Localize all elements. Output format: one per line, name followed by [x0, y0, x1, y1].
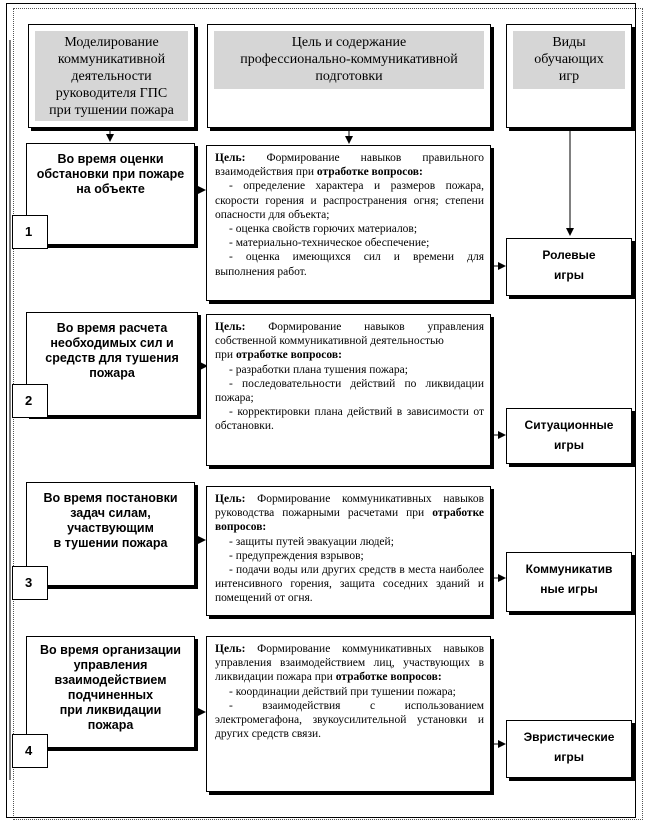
row-number-3: 3 — [12, 566, 48, 600]
goal-item: - координации действий при тушении пожара; — [229, 685, 456, 698]
situation-line: Во время оценки — [57, 152, 164, 166]
game-line: Ролевые — [542, 248, 596, 262]
header-col2-box — [207, 24, 491, 128]
goal-item: - оценка имеющихся сил и времени для выполнения работ. — [215, 251, 484, 278]
game-line: ные игры — [540, 582, 598, 596]
game-line: Ситуационные — [524, 418, 614, 432]
situation-box-2 — [26, 312, 198, 416]
goal-keyword: отработке вопросов: — [235, 349, 342, 362]
goal-text: Формирование навыков управления собственной коммуникативной деятельностью — [215, 321, 485, 348]
goal-box-1 — [206, 145, 491, 301]
goal-text: Формирование коммуникативных навыков руководства пожарными расчетами при — [215, 493, 484, 520]
goal-item: - оценка свойств горючих материалов; — [229, 223, 418, 236]
situation-line: на объекте — [76, 182, 145, 196]
goal-box-2 — [206, 314, 491, 466]
situation-line: Во время расчета — [56, 321, 168, 335]
goal-item: - материально-техническое обеспечение; — [229, 237, 430, 250]
goal-keyword: отработке вопросов: — [335, 671, 442, 684]
goal-item: - разработки плана тушения пожара; — [229, 363, 408, 376]
game-line: Эвристические — [523, 730, 615, 744]
situation-line: средств для тушения — [45, 351, 179, 365]
header-col1 — [35, 31, 188, 121]
goal-item: - взаимодействия с использованием электромегафона, звукоусилительной установки и других средств связи. — [215, 699, 484, 741]
goal-label: Цель: — [215, 321, 246, 333]
header-col3 — [513, 31, 625, 89]
goal-label: Цель: — [215, 152, 246, 164]
goal-keyword: отработке вопросов: — [215, 507, 485, 534]
goal-item: - определение характера и размеров пожара, скорости горения и распространения огня; степени опасности для объекта; — [215, 180, 484, 221]
goal-keyword-prefix: при — [215, 349, 234, 362]
goal-label: Цель: — [215, 643, 246, 655]
goal-text: Формирование навыков правильного взаимодействия при — [215, 152, 484, 179]
goal-label: Цель: — [215, 493, 246, 505]
situation-line: управления — [73, 658, 148, 672]
header-col3-line: Виды — [552, 35, 586, 50]
situation-line: участвующим — [67, 521, 154, 535]
situation-line: пожара — [87, 718, 134, 732]
situation-line: в тушении пожара — [53, 536, 168, 550]
header-col1-line: Моделирование — [64, 35, 159, 50]
game-box-4 — [506, 720, 632, 778]
situation-line: необходимых сил и — [50, 336, 174, 350]
goal-item: - подачи воды или других средств в места наиболее интенсивного горения, защита соседних зданий и помещений от огня. — [215, 564, 484, 605]
header-col1-line: деятельности — [71, 69, 152, 84]
header-col1-line: руководителя ГПС — [55, 86, 168, 101]
situation-line: пожара — [89, 366, 135, 380]
goal-keyword: отработке вопросов: — [316, 166, 423, 179]
goal-item: - корректировки плана действий в зависимости от обстановки. — [215, 406, 484, 433]
header-col2-line: профессионально-коммуникативной — [240, 52, 458, 67]
row-number-4: 4 — [12, 734, 48, 768]
game-line: Коммуникатив — [525, 562, 613, 576]
situation-box-1 — [26, 143, 195, 245]
header-col2-line: Цель и содержание — [291, 35, 407, 50]
situation-line: взаимодействием — [54, 673, 167, 687]
goal-item: - предупреждения взрывов; — [229, 549, 364, 562]
situation-line: задач силам, — [70, 506, 151, 520]
situation-line: обстановки при пожаре — [36, 167, 185, 181]
goal-box-3 — [206, 486, 491, 616]
game-box-1 — [506, 238, 632, 296]
header-col1-line: коммуникативной — [57, 52, 166, 67]
header-col1-line: при тушении пожара — [49, 103, 174, 118]
goal-box-4 — [206, 636, 491, 792]
game-box-2 — [506, 408, 632, 464]
row-number-1: 1 — [12, 215, 48, 249]
goal-item: - защиты путей эвакуации людей; — [229, 535, 394, 548]
situation-line: Во время постановки — [43, 491, 178, 505]
goal-item: - последовательности действий по ликвидации пожара; — [215, 377, 484, 405]
goal-text: Формирование коммуникативных навыков управления взаимодействием лиц, участвующих в ликвидации пожара при — [215, 643, 484, 684]
header-col2-line: подготовки — [315, 69, 383, 84]
row-number-2: 2 — [12, 384, 48, 418]
header-col3-line: обучающих — [534, 52, 604, 67]
game-box-3 — [506, 552, 632, 612]
game-line: игры — [554, 750, 584, 764]
game-line: игры — [554, 438, 584, 452]
situation-line: при ликвидации — [59, 703, 162, 717]
game-line: игры — [554, 268, 584, 282]
situation-box-3 — [26, 482, 195, 586]
header-col3-box — [506, 24, 632, 128]
situation-box-4 — [26, 636, 195, 748]
situation-line: Во время организации — [40, 643, 181, 657]
situation-line: подчиненных — [67, 688, 154, 702]
header-col1-box — [28, 24, 195, 128]
header-col2 — [214, 31, 484, 89]
header-col3-line: игр — [558, 69, 580, 84]
